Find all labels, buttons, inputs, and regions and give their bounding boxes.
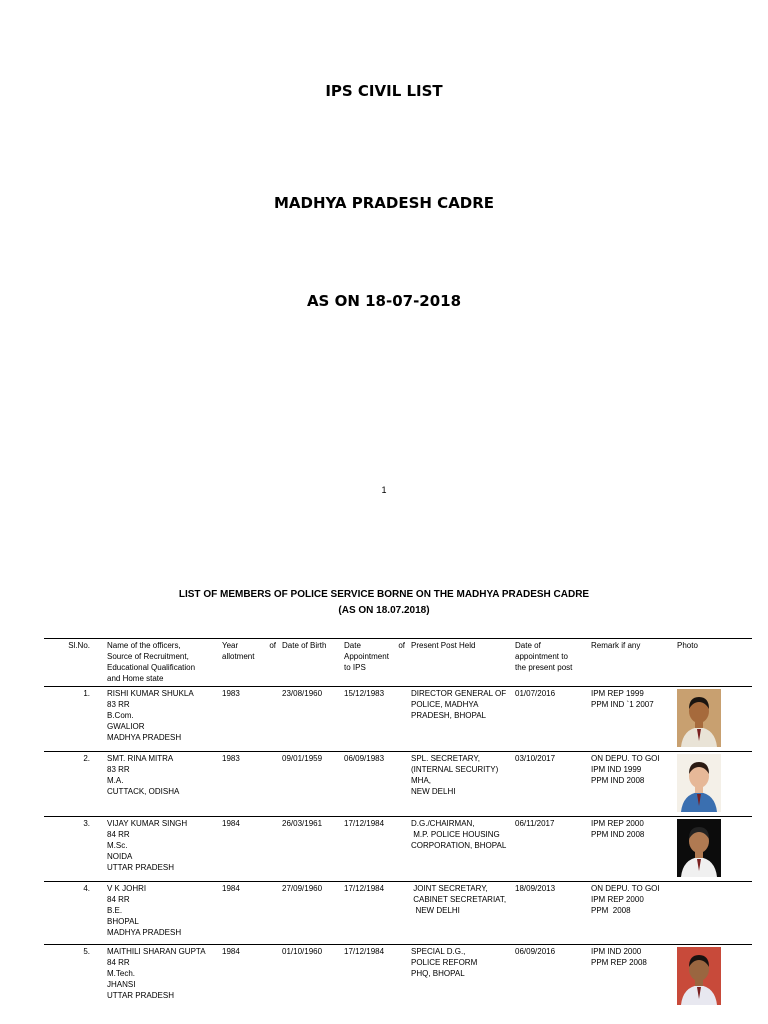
officer-detail-line: UTTAR PRADESH [107,863,174,872]
officer-details [104,752,219,817]
table-body [44,687,752,1015]
present-post-line: NEW DELHI [411,906,460,915]
officer-detail-line: BHOPAL [107,917,139,926]
header-appt-of: of [398,641,405,650]
remark [588,817,674,882]
date-present-post: 18/09/2013 [515,884,556,893]
officer-detail-line: CUTTACK, ODISHA [107,787,180,796]
officer-detail-line: SMT. RINA MITRA [107,754,174,763]
header-appt-ips: to IPS [344,663,366,672]
date-present-post: 06/11/2017 [515,819,555,828]
date-of-appointment: 06/09/1983 [344,754,385,763]
officer-row [44,945,752,1015]
present-post-line: DIRECTOR GENERAL OF [411,689,507,698]
date-of-birth: 09/01/1959 [282,754,323,763]
officer-detail-line: M.Sc. [107,841,128,850]
remark-line: ON DEPU. TO GOI [591,754,660,763]
present-post-line: JOINT SECRETARY, [411,884,488,893]
remark-line: PPM 2008 [591,906,631,915]
date-of-appointment: 17/12/1984 [344,884,385,893]
civil-list-table [44,638,752,1015]
present-post-line: MHA, [411,776,431,785]
officer-portrait-icon [677,819,721,877]
header-present-line: Date of [515,641,541,650]
officer-detail-line: MADHYA PRADESH [107,928,182,937]
officer-row [44,817,752,882]
header-appt [341,639,408,687]
officer-detail-line: 84 RR [107,830,130,839]
officer-details [104,687,219,752]
present-post-line: (INTERNAL SECURITY) [411,765,499,774]
present-post-line: D.G./CHAIRMAN, [411,819,475,828]
date-present-post: 03/10/2017 [515,754,556,763]
serial-number: 2. [83,754,90,763]
header-appt-date: Date [344,641,361,650]
remark-line: PPM IND 2008 [591,776,645,785]
present-post-line: CABINET SECRETARIAT, [411,895,507,904]
year-of-allotment: 1984 [222,884,240,893]
header-name [104,639,219,687]
officer-detail-line: 83 RR [107,765,130,774]
header-name-line: Educational Qualification [107,663,196,672]
serial-number: 1. [83,689,90,698]
date-present-post: 01/07/2016 [515,689,556,698]
officer-detail-line: 84 RR [107,895,130,904]
cover-title: IPS CIVIL LIST [325,82,443,100]
header-appt-appointment: Appointment [344,652,389,661]
header-year-allotment: allotment [222,652,255,661]
header-name-line: Source of Recruitment, [107,652,189,661]
present-post-line: POLICE, MADHYA [411,700,479,709]
officer-detail-line: B.E. [107,906,123,915]
date-of-appointment: 15/12/1983 [344,689,385,698]
photo-cell [674,817,752,882]
header-remark: Remark if any [591,641,641,650]
list-heading: LIST OF MEMBERS OF POLICE SERVICE BORNE ON THE MADHYA PRADESH CADRE [178,589,590,600]
present-post [408,817,512,882]
remark-line: IPM REP 2000 [591,819,644,828]
date-of-birth: 23/08/1960 [282,689,323,698]
date-of-birth: 27/09/1960 [282,884,323,893]
present-post-line: PHQ, BHOPAL [411,969,465,978]
list-subheading: (AS ON 18.07.2018) [338,605,430,616]
remark [588,687,674,752]
officer-detail-line: B.Com. [107,711,134,720]
remark-line: IPM REP 2000 [591,895,644,904]
remark-line: PPM REP 2008 [591,958,647,967]
photo-cell [674,687,752,752]
officer-detail-line: UTTAR PRADESH [107,991,174,1000]
officer-details [104,945,219,1015]
serial-number: 4. [83,884,90,893]
remark-line: ON DEPU. TO GOI [591,884,660,893]
present-post-line: CORPORATION, BHOPAL [411,841,507,850]
remark [588,882,674,945]
present-post [408,882,512,945]
header-year [219,639,279,687]
officer-portrait-icon [677,754,721,812]
serial-number: 3. [83,819,90,828]
header-post: Present Post Held [411,641,476,650]
remark-line: IPM REP 1999 [591,689,644,698]
present-post-line: POLICE REFORM [411,958,478,967]
officer-details [104,882,219,945]
header-name-line: Name of the officers, [107,641,181,650]
officer-portrait-icon [677,689,721,747]
header-sl: Sl.No. [68,641,90,650]
cover-as-on: AS ON 18-07-2018 [306,292,462,310]
table-header-row [44,639,752,687]
remark [588,752,674,817]
present-post [408,687,512,752]
date-of-birth: 26/03/1961 [282,819,323,828]
header-photo: Photo [677,641,698,650]
header-dob: Date of Birth [282,641,327,650]
officer-detail-line: M.Tech. [107,969,136,978]
present-post [408,752,512,817]
officer-detail-line: VIJAY KUMAR SINGH [107,819,188,828]
officer-detail-line: 83 RR [107,700,130,709]
officer-row [44,687,752,752]
header-year-word: Year [222,641,239,650]
present-post-line: PRADESH, BHOPAL [411,711,486,720]
header-present-line: the present post [515,663,573,672]
header-present-line: appointment to [515,652,568,661]
cover-cadre: MADHYA PRADESH CADRE [273,194,495,212]
year-of-allotment: 1983 [222,754,240,763]
officer-detail-line: RISHI KUMAR SHUKLA [107,689,194,698]
officer-detail-line: MADHYA PRADESH [107,733,182,742]
officer-detail-line: V K JOHRI [107,884,147,893]
date-present-post: 06/09/2016 [515,947,556,956]
date-of-appointment: 17/12/1984 [344,819,385,828]
serial-number: 5. [83,947,90,956]
officer-detail-line: M.A. [107,776,124,785]
officer-row [44,752,752,817]
year-of-allotment: 1983 [222,689,240,698]
date-of-birth: 01/10/1960 [282,947,323,956]
officer-row [44,882,752,945]
remark-line: PPM IND `1 2007 [591,700,654,709]
remark-line: PPM IND 2008 [591,830,645,839]
officer-detail-line: MAITHILI SHARAN GUPTA [107,947,206,956]
present-post-line: NEW DELHI [411,787,456,796]
header-present [512,639,588,687]
present-post-line: SPECIAL D.G., [411,947,466,956]
page-number: 1 [381,485,387,495]
present-post-line: SPL. SECRETARY, [411,754,480,763]
present-post [408,945,512,1015]
officer-details [104,817,219,882]
officer-detail-line: NOIDA [107,852,133,861]
present-post-line: M.P. POLICE HOUSING [411,830,500,839]
header-name-line: and Home state [107,674,164,683]
photo-cell [674,752,752,817]
photo-cell [674,945,752,1015]
officer-detail-line: 84 RR [107,958,130,967]
officer-portrait-icon [677,947,721,1005]
header-year-of: of [269,641,276,650]
remark [588,945,674,1015]
date-of-appointment: 17/12/1984 [344,947,385,956]
remark-line: IPM IND 1999 [591,765,642,774]
remark-line: IPM IND 2000 [591,947,642,956]
year-of-allotment: 1984 [222,819,240,828]
year-of-allotment: 1984 [222,947,240,956]
officer-detail-line: GWALIOR [107,722,145,731]
photo-cell [674,882,752,945]
officer-detail-line: JHANSI [107,980,136,989]
